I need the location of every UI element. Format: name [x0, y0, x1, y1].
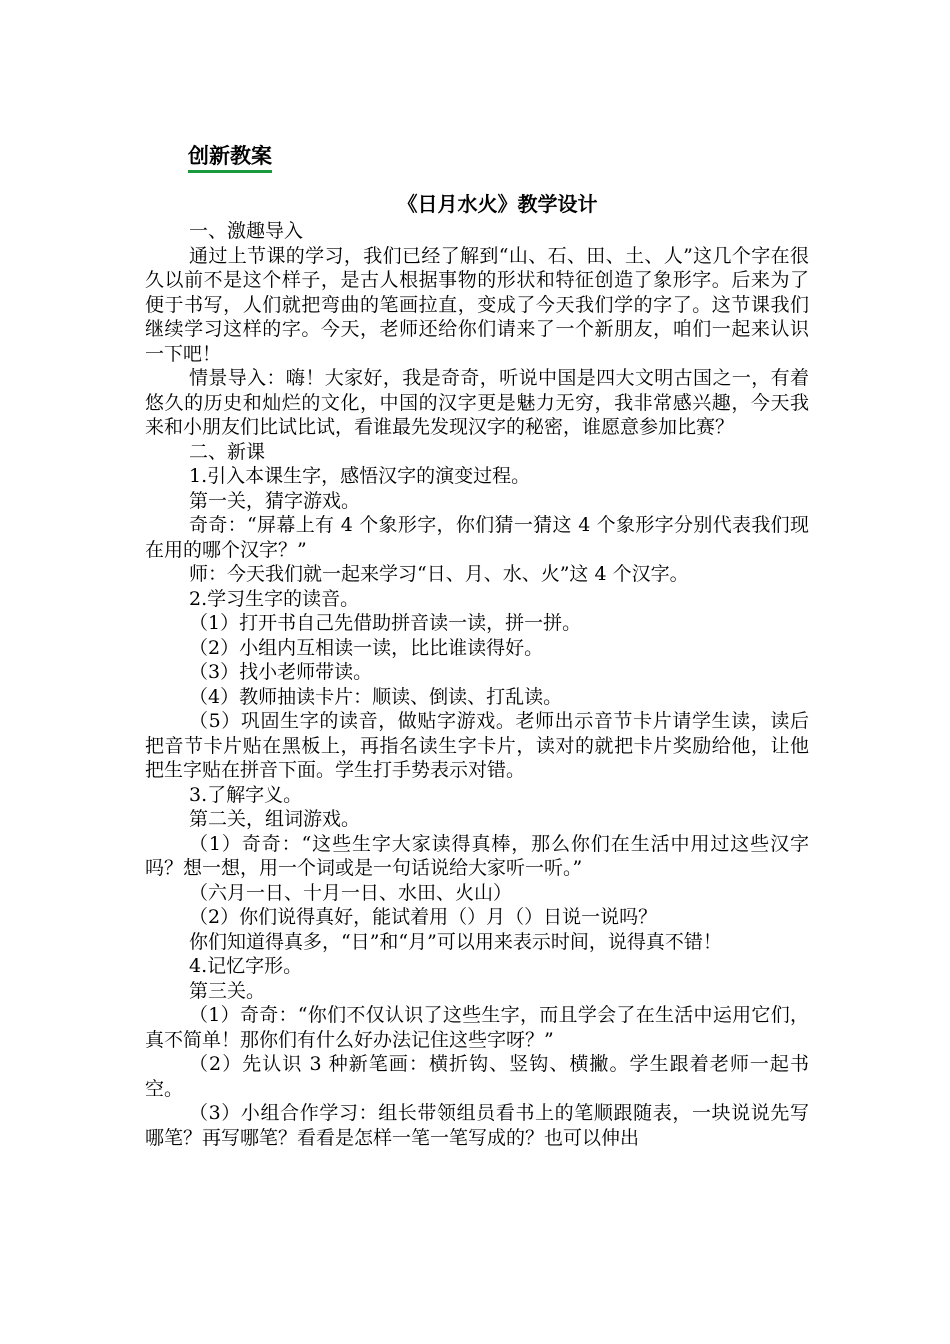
section-heading: 一、激趣导入 [189, 220, 304, 242]
paragraph: （2）小组内互相读一读，比比谁读得好。 [189, 636, 544, 659]
paragraph: （3）小组合作学习：组长带领组员看书上的笔顺跟随表，一块说说先写哪笔？再写哪笔？看看是怎样一笔一笔写成的？也可以伸出 [145, 1102, 809, 1149]
paragraph: 2.学习生字的读音。 [189, 587, 360, 610]
paragraph: 师：今天我们就一起来学习“日、月、水、火”这 4 个汉字。 [189, 563, 689, 585]
paragraph: 第一关，猜字游戏。 [189, 489, 361, 512]
paragraph: （2）你们说得真好，能试着用（）月（）日说一说吗？ [189, 906, 658, 928]
paragraph: （2）先认识 3 种新笔画：横折钩、竖钩、横撇。学生跟着老师一起书空。 [145, 1053, 809, 1100]
paragraph: 4.记忆字形。 [189, 955, 303, 977]
paragraph: 第三关。 [189, 979, 266, 1002]
document-body [145, 219, 809, 1150]
paragraph: （4）教师抽读卡片：顺读、倒读、打乱读。 [189, 685, 563, 708]
paragraph: 通过上节课的学习，我们已经了解到“山、石、田、土、人”这几个字在很久以前不是这个样子，是古人根据事物的形状和特征创造了象形字。后来为了便于书写，人们就把弯曲的笔画拉直，变成了今天我们学的字了。这节课我们继续学习这样的字。今天，老师还给你们请来了一个新朋友，咱们一起来认识一下吧！ [145, 244, 809, 365]
paragraph: 你们知道得真多，“日”和“月”可以用来表示时间，说得真不错！ [189, 930, 722, 953]
section-heading: 二、新课 [189, 440, 266, 463]
header-label: 创新教案 [188, 142, 272, 173]
paragraph: （3）找小老师带读。 [189, 661, 373, 683]
paragraph: 情景导入：嗨！大家好，我是奇奇，听说中国是四大文明古国之一，有着悠久的历史和灿烂的文化，中国的汉字更是魅力无穷，我非常感兴趣，今天我来和小朋友们比试比试，看谁最先发现汉字的秘密，谁愿意参加比赛？ [145, 367, 809, 438]
paragraph: （1）奇奇：“你们不仅认识了这些生字，而且学会了在生活中运用它们，真不简单！那你们有什么好办法记住这些字呀？” [145, 1004, 809, 1051]
document-title: 《日月水火》教学设计 [397, 192, 598, 216]
paragraph: 1.引入本课生字，感悟汉字的演变过程。 [189, 465, 531, 487]
paragraph: 第二关，组词游戏。 [189, 808, 361, 830]
paragraph: （1）奇奇：“这些生字大家读得真棒，那么你们在生活中用过这些汉字吗？想一想，用一个词或是一句话说给大家听一听。” [145, 832, 809, 879]
paragraph: （六月一日、十月一日、水田、火山） [189, 881, 513, 904]
paragraph: 奇奇：“屏幕上有 4 个象形字，你们猜一猜这 4 个象形字分别代表我们现在用的哪个汉字？” [145, 514, 809, 561]
paragraph: 3.了解字义。 [189, 783, 303, 806]
paragraph: （5）巩固生字的读音，做贴字游戏。老师出示音节卡片请学生读，读后把音节卡片贴在黑板上，再指名读生字卡片，读对的就把卡片奖励给他，让他把生字贴在拼音下面。学生打手势表示对错。 [145, 710, 809, 781]
paragraph: （1）打开书自己先借助拼音读一读，拼一拼。 [189, 612, 582, 634]
